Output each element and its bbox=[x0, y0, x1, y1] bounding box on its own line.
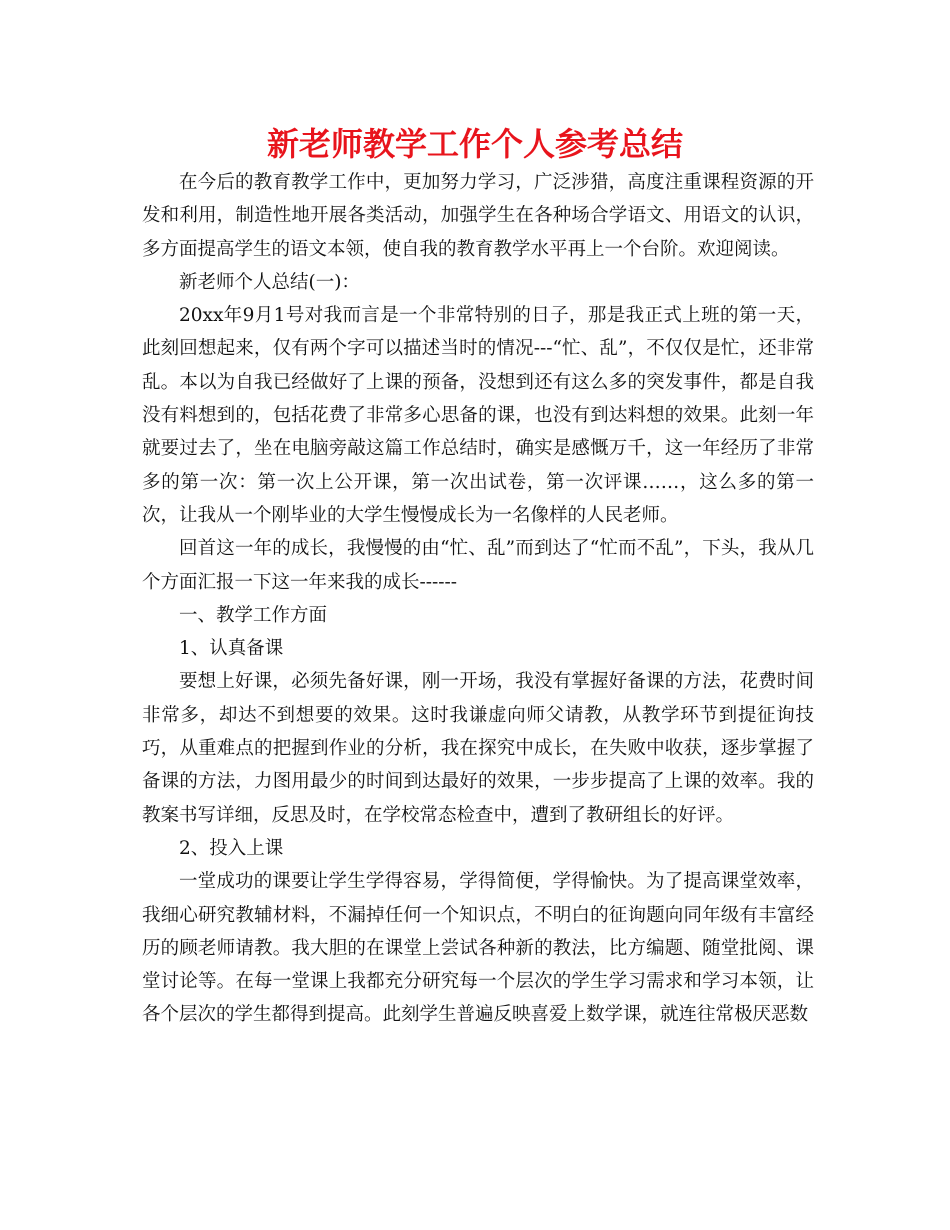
body-paragraph-first-day: 20xx年9月1号对我而言是一个非常特别的日子，那是我正式上班的第一天，此刻回想起来，仅有两个字可以描述当时的情况---“忙、乱”，不仅仅是忙，还非常乱。本以为自我已经做好了上课的预备，没想到还有这么多的突发事件，都是自我没有料想到的，包括花费了非常多心思备的课，也没有到达料想的效果。此刻一年就要过去了，坐在电脑旁敲这篇工作总结时，确实是感慨万千，这一年经历了非常多的第一次：第一次上公开课，第一次出试卷，第一次评课……，这么多的第一次，让我从一个刚毕业的大学生慢慢成长为一名像样的人民老师。 bbox=[142, 305, 814, 526]
subheading-lesson-prep: 1、认真备课 bbox=[179, 638, 284, 660]
body-paragraph-class-teaching: 一堂成功的课要让学生学得容易，学得简便，学得愉快。为了提高课堂效率，我细心研究教辅材料，不漏掉任何一个知识点，不明白的征询题向同年级有丰富经历的顾老师请教。我大胆的在课堂上尝试各种新的教法，比方编题、随堂批阅、课堂讨论等。在每一堂课上我都充分研究每一个层次的学生学习需求和学习本领，让各个层次的学生都得到提高。此刻学生普遍反映喜爱上数学课，就连往常极厌恶数 bbox=[142, 871, 814, 1026]
intro-paragraph: 在今后的教育教学工作中，更加努力学习，广泛涉猎，高度注重课程资源的开发和利用，制造性地开展各类活动，加强学生在各种场合学语文、用语文的认识，多方面提高学生的语文本领，使自我的教育教学水平再上一个台阶。欢迎阅读。 bbox=[142, 172, 814, 260]
document-title: 新老师教学工作个人参考总结 bbox=[266, 125, 683, 163]
subheading-class-teaching: 2、投入上课 bbox=[179, 837, 284, 859]
body-paragraph-lesson-prep: 要想上好课，必须先备好课，刚一开场，我没有掌握好备课的方法，花费时间非常多，却达不到想要的效果。这时我谦虚向师父请教，从教学环节到提征询技巧，从重难点的把握到作业的分析，我在探究中成长，在失败中收获，逐步掌握了备课的方法，力图用最少的时间到达最好的效果，一步步提高了上课的效率。我的教案书写详细，反思及时，在学校常态检查中，遭到了教研组长的好评。 bbox=[142, 671, 814, 826]
section-heading-summary-one: 新老师个人总结(一)： bbox=[179, 271, 360, 293]
body-paragraph-growth: 回首这一年的成长，我慢慢的由“忙、乱”而到达了“忙而不乱”，下头，我从几个方面汇报一下这一年来我的成长------ bbox=[142, 538, 814, 593]
document-body bbox=[142, 166, 814, 1032]
section-heading-teaching-work: 一、教学工作方面 bbox=[179, 604, 328, 626]
